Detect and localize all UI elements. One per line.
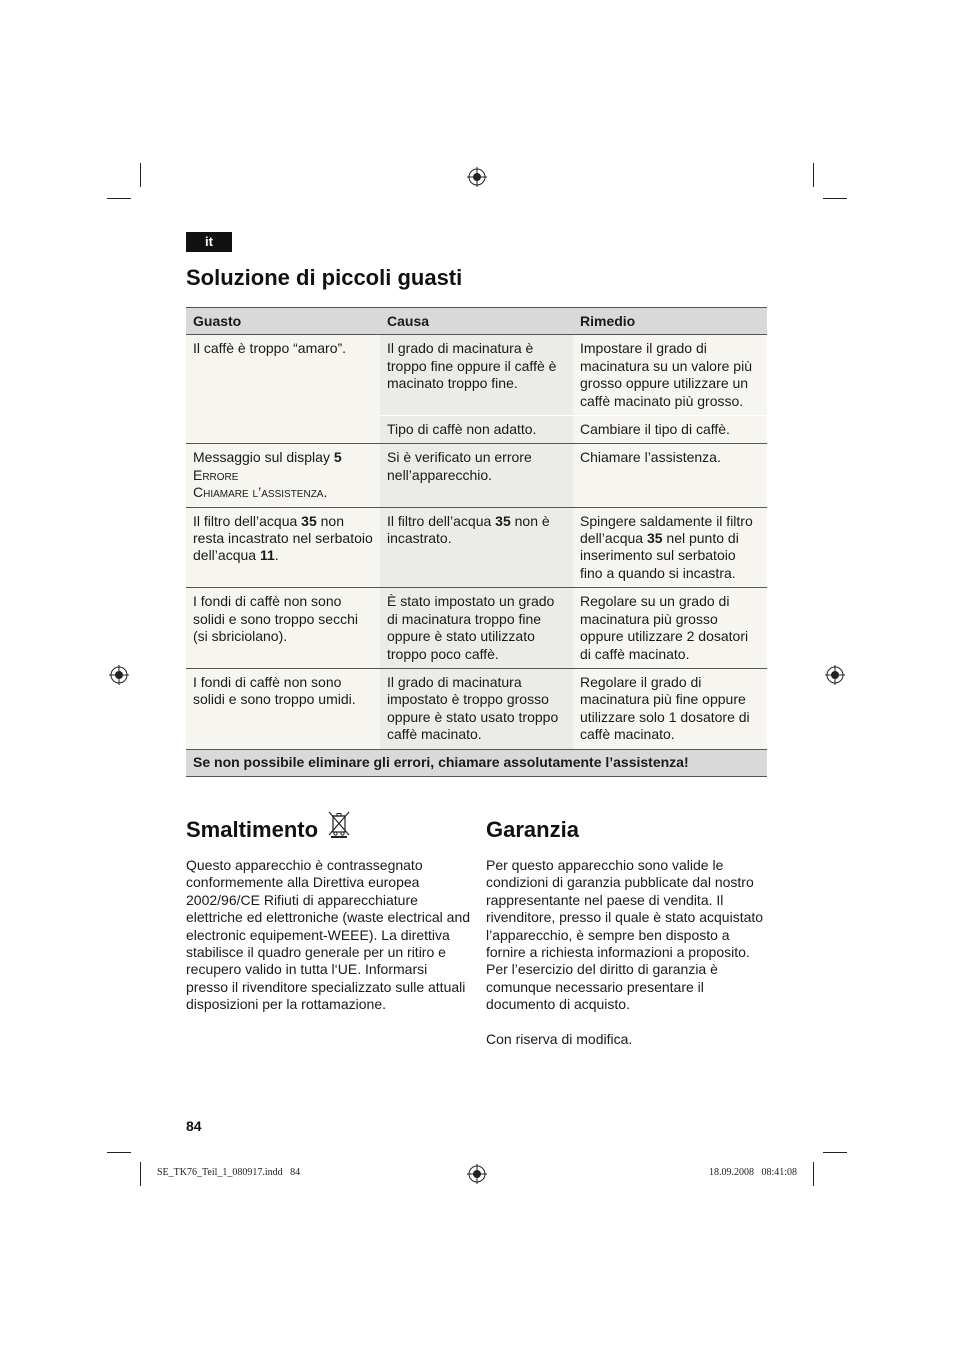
remedy-text-end: nel punto di inserimento sul serbatoio fino a quando si incastra. — [580, 530, 739, 581]
crop-mark — [813, 1162, 814, 1186]
registration-mark-icon — [825, 665, 845, 685]
table-header-row — [186, 308, 767, 335]
table-row — [186, 668, 767, 749]
header-cause: Causa — [380, 308, 573, 335]
warranty-text: Per questo apparecchio sono valide le condizioni di garanzia pubblicate dal nostro rappresentante nel paese di vendita. Il rivenditore, presso il quale è stato acquistato l’apparecchio, è sempre ben disposto a fornire a richiesta informazioni a proposito. Per l’esercizio del diritto di garanzia è comunque necessario presentare il documento di acquisto. — [486, 857, 764, 1013]
final-note: Se non possibile eliminare gli errori, chiamare assolutamente l’assistenza! — [186, 749, 767, 776]
crop-mark — [140, 163, 141, 187]
part-number: 11 — [259, 547, 275, 564]
remedy-cell — [573, 507, 767, 588]
fault-cell — [186, 444, 380, 507]
warranty-title: Garanzia — [486, 817, 579, 842]
fault-text-end: . — [274, 547, 279, 564]
cause-cell — [380, 507, 573, 588]
fault-cell — [186, 507, 380, 588]
part-number: 35 — [301, 512, 317, 529]
crop-mark — [823, 198, 847, 199]
fault-cell: Il caffè è troppo “amaro”. — [186, 335, 380, 444]
crossed-bin-icon — [328, 811, 350, 838]
display-number: 5 — [333, 449, 342, 466]
registration-mark-icon — [467, 1164, 487, 1184]
cause-cell: Il grado di macinatura è troppo fine oppure il caffè è macinato troppo fine. — [380, 335, 573, 416]
remedy-text: Spingere saldamente il filtro dell’acqua — [580, 512, 753, 547]
registration-mark-icon — [109, 665, 129, 685]
cause-cell: È stato impostato un grado di macinatura troppo fine oppure è stato utilizzato troppo poco caffè. — [380, 588, 573, 669]
footer-date: 18.09.2008 08:41:08 — [708, 1167, 797, 1178]
display-message-service: Chiamare l’assistenza — [193, 484, 324, 501]
table-row — [186, 507, 767, 588]
display-message-error: Errore — [193, 466, 239, 483]
disposal-title — [186, 817, 318, 843]
registration-mark-icon — [467, 167, 487, 187]
crop-mark — [140, 1162, 141, 1186]
fault-cell: I fondi di caffè non sono solidi e sono troppo secchi (si sbriciolano). — [186, 588, 380, 669]
part-number: 35 — [495, 512, 511, 529]
table-row — [186, 588, 767, 669]
page-number: 84 — [186, 1118, 202, 1134]
crop-mark — [823, 1152, 847, 1153]
header-remedy: Rimedio — [573, 308, 767, 335]
remedy-cell: Regolare su un grado di macinatura più grosso oppure utilizzare 2 dosatori di caffè macinato. — [573, 588, 767, 669]
fault-text: Il filtro dell’acqua — [193, 512, 302, 529]
modification-note: Con riserva di modifica. — [486, 1031, 633, 1047]
crop-mark — [107, 1152, 131, 1153]
disposal-title-text: Smaltimento — [186, 817, 319, 842]
fault-text-mid: non resta incastrato nel serbatoio dell’acqua — [193, 512, 373, 564]
fault-text: Messaggio sul display — [193, 449, 334, 466]
table-row — [186, 335, 767, 416]
cause-cell: Si è verificato un errore nell’apparecchio. — [380, 444, 573, 507]
cause-text: Il filtro dell’acqua — [387, 512, 496, 529]
troubleshooting-table — [186, 307, 767, 777]
footer-file-name: SE_TK76_Teil_1_080917.indd 84 — [157, 1167, 301, 1178]
cause-cell: Tipo di caffè non adatto. — [380, 416, 573, 444]
troubleshooting-title: Soluzione di piccoli guasti — [186, 265, 463, 290]
fault-text-end: . — [323, 484, 328, 501]
header-fault: Guasto — [186, 308, 380, 335]
remedy-cell: Impostare il grado di macinatura su un valore più grosso oppure utilizzare un caffè macinato più grosso. — [573, 335, 767, 416]
crop-mark — [107, 198, 131, 199]
remedy-cell: Cambiare il tipo di caffè. — [573, 416, 767, 444]
cause-cell: Il grado di macinatura impostato è troppo grosso oppure è stato usato troppo caffè macinato. — [380, 668, 573, 749]
remedy-cell: Regolare il grado di macinatura più fine oppure utilizzare solo 1 dosatore di caffè macinato. — [573, 668, 767, 749]
table-row — [186, 444, 767, 507]
crop-mark — [813, 163, 814, 187]
part-number: 35 — [646, 530, 663, 547]
language-tab: it — [186, 232, 232, 252]
fault-cell: I fondi di caffè non sono solidi e sono troppo umidi. — [186, 668, 380, 749]
table-final-row — [186, 749, 767, 776]
cause-text-end: non è incastrato. — [387, 512, 550, 547]
disposal-text: Questo apparecchio è contrassegnato conformemente alla Direttiva europea 2002/96/CE Rifiuti di apparecchiature elettriche ed elettroniche (waste electrical and electronic equipement-WEEE). La direttiva stabilisce il quadro generale per un ritiro e recupero valido in tutta l‘UE. Informarsi presso il rivenditore specializzato sulle attuali disposizioni per la rottamazione. — [186, 857, 471, 1013]
remedy-cell: Chiamare l’assistenza. — [573, 444, 767, 507]
